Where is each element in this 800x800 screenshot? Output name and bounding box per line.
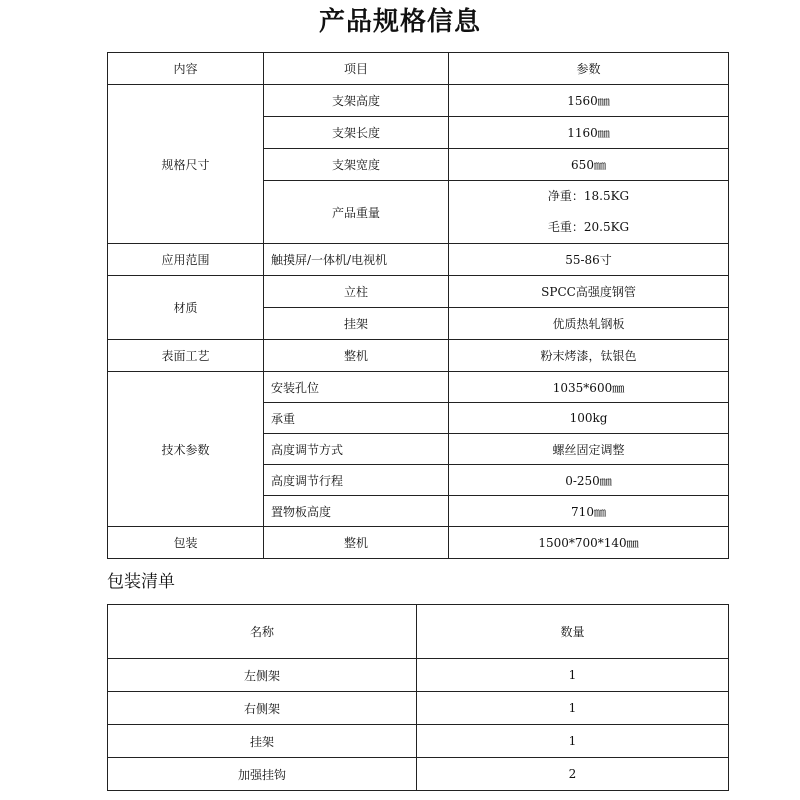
category-material: 材质: [108, 276, 264, 340]
table-row: [108, 85, 729, 117]
header-name: 名称: [108, 605, 417, 659]
row-value: 1500*700*140㎜: [449, 527, 729, 559]
table-row: [108, 276, 729, 308]
item-quantity: 1: [417, 692, 729, 725]
weight-values: [449, 181, 729, 244]
row-item: 高度调节行程: [264, 465, 449, 496]
gross-weight: 毛重：20.5KG: [547, 220, 630, 234]
header-quantity: 数量: [417, 605, 729, 659]
row-item: 高度调节方式: [264, 434, 449, 465]
category-technical: 技术参数: [108, 372, 264, 527]
row-item: 置物板高度: [264, 496, 449, 527]
item-name: 右侧架: [108, 692, 417, 725]
row-item: 立柱: [264, 276, 449, 308]
page-title: 产品规格信息: [318, 7, 481, 37]
table-row: [108, 725, 729, 758]
row-value: 粉末烤漆，钛银色: [449, 340, 729, 372]
table-row: [108, 758, 729, 791]
row-value: 优质热轧钢板: [449, 308, 729, 340]
table-header-row: [108, 53, 729, 85]
header-content: 内容: [108, 53, 264, 85]
table-row: [108, 692, 729, 725]
item-name: 左侧架: [108, 659, 417, 692]
row-value: 螺丝固定调整: [449, 434, 729, 465]
item-name: 加强挂钩: [108, 758, 417, 791]
table-row: [108, 340, 729, 372]
row-value: 100kg: [449, 403, 729, 434]
row-item: 支架宽度: [264, 149, 449, 181]
row-value: 710㎜: [449, 496, 729, 527]
row-item: 承重: [264, 403, 449, 434]
header-param: 参数: [449, 53, 729, 85]
header-item: 项目: [264, 53, 449, 85]
spec-table: [107, 52, 729, 559]
row-value: 1160㎜: [449, 117, 729, 149]
row-value: 1560㎜: [449, 85, 729, 117]
category-surface: 表面工艺: [108, 340, 264, 372]
row-value: SPCC高强度钢管: [449, 276, 729, 308]
table-header-row: [108, 605, 729, 659]
net-weight: 净重：18.5KG: [547, 189, 630, 203]
packing-list-table: [107, 604, 729, 791]
row-item: 支架高度: [264, 85, 449, 117]
category-size: 规格尺寸: [108, 85, 264, 244]
category-application: 应用范围: [108, 244, 264, 276]
item-quantity: 1: [417, 659, 729, 692]
row-value: 55-86寸: [449, 244, 729, 276]
table-row: [108, 659, 729, 692]
row-item: 触摸屏/一体机/电视机: [264, 244, 449, 276]
category-packaging: 包装: [108, 527, 264, 559]
table-row: [108, 527, 729, 559]
row-item: 整机: [264, 340, 449, 372]
row-item: 整机: [264, 527, 449, 559]
item-name: 挂架: [108, 725, 417, 758]
row-value: 650㎜: [449, 149, 729, 181]
table-row: [108, 372, 729, 403]
packing-list-title: 包装清单: [107, 572, 175, 592]
row-item: 安装孔位: [264, 372, 449, 403]
item-quantity: 2: [417, 758, 729, 791]
table-row: [108, 244, 729, 276]
row-item: 支架长度: [264, 117, 449, 149]
item-quantity: 1: [417, 725, 729, 758]
row-item: 产品重量: [264, 181, 449, 244]
row-value: 1035*600㎜: [449, 372, 729, 403]
row-item: 挂架: [264, 308, 449, 340]
row-value: 0-250㎜: [449, 465, 729, 496]
